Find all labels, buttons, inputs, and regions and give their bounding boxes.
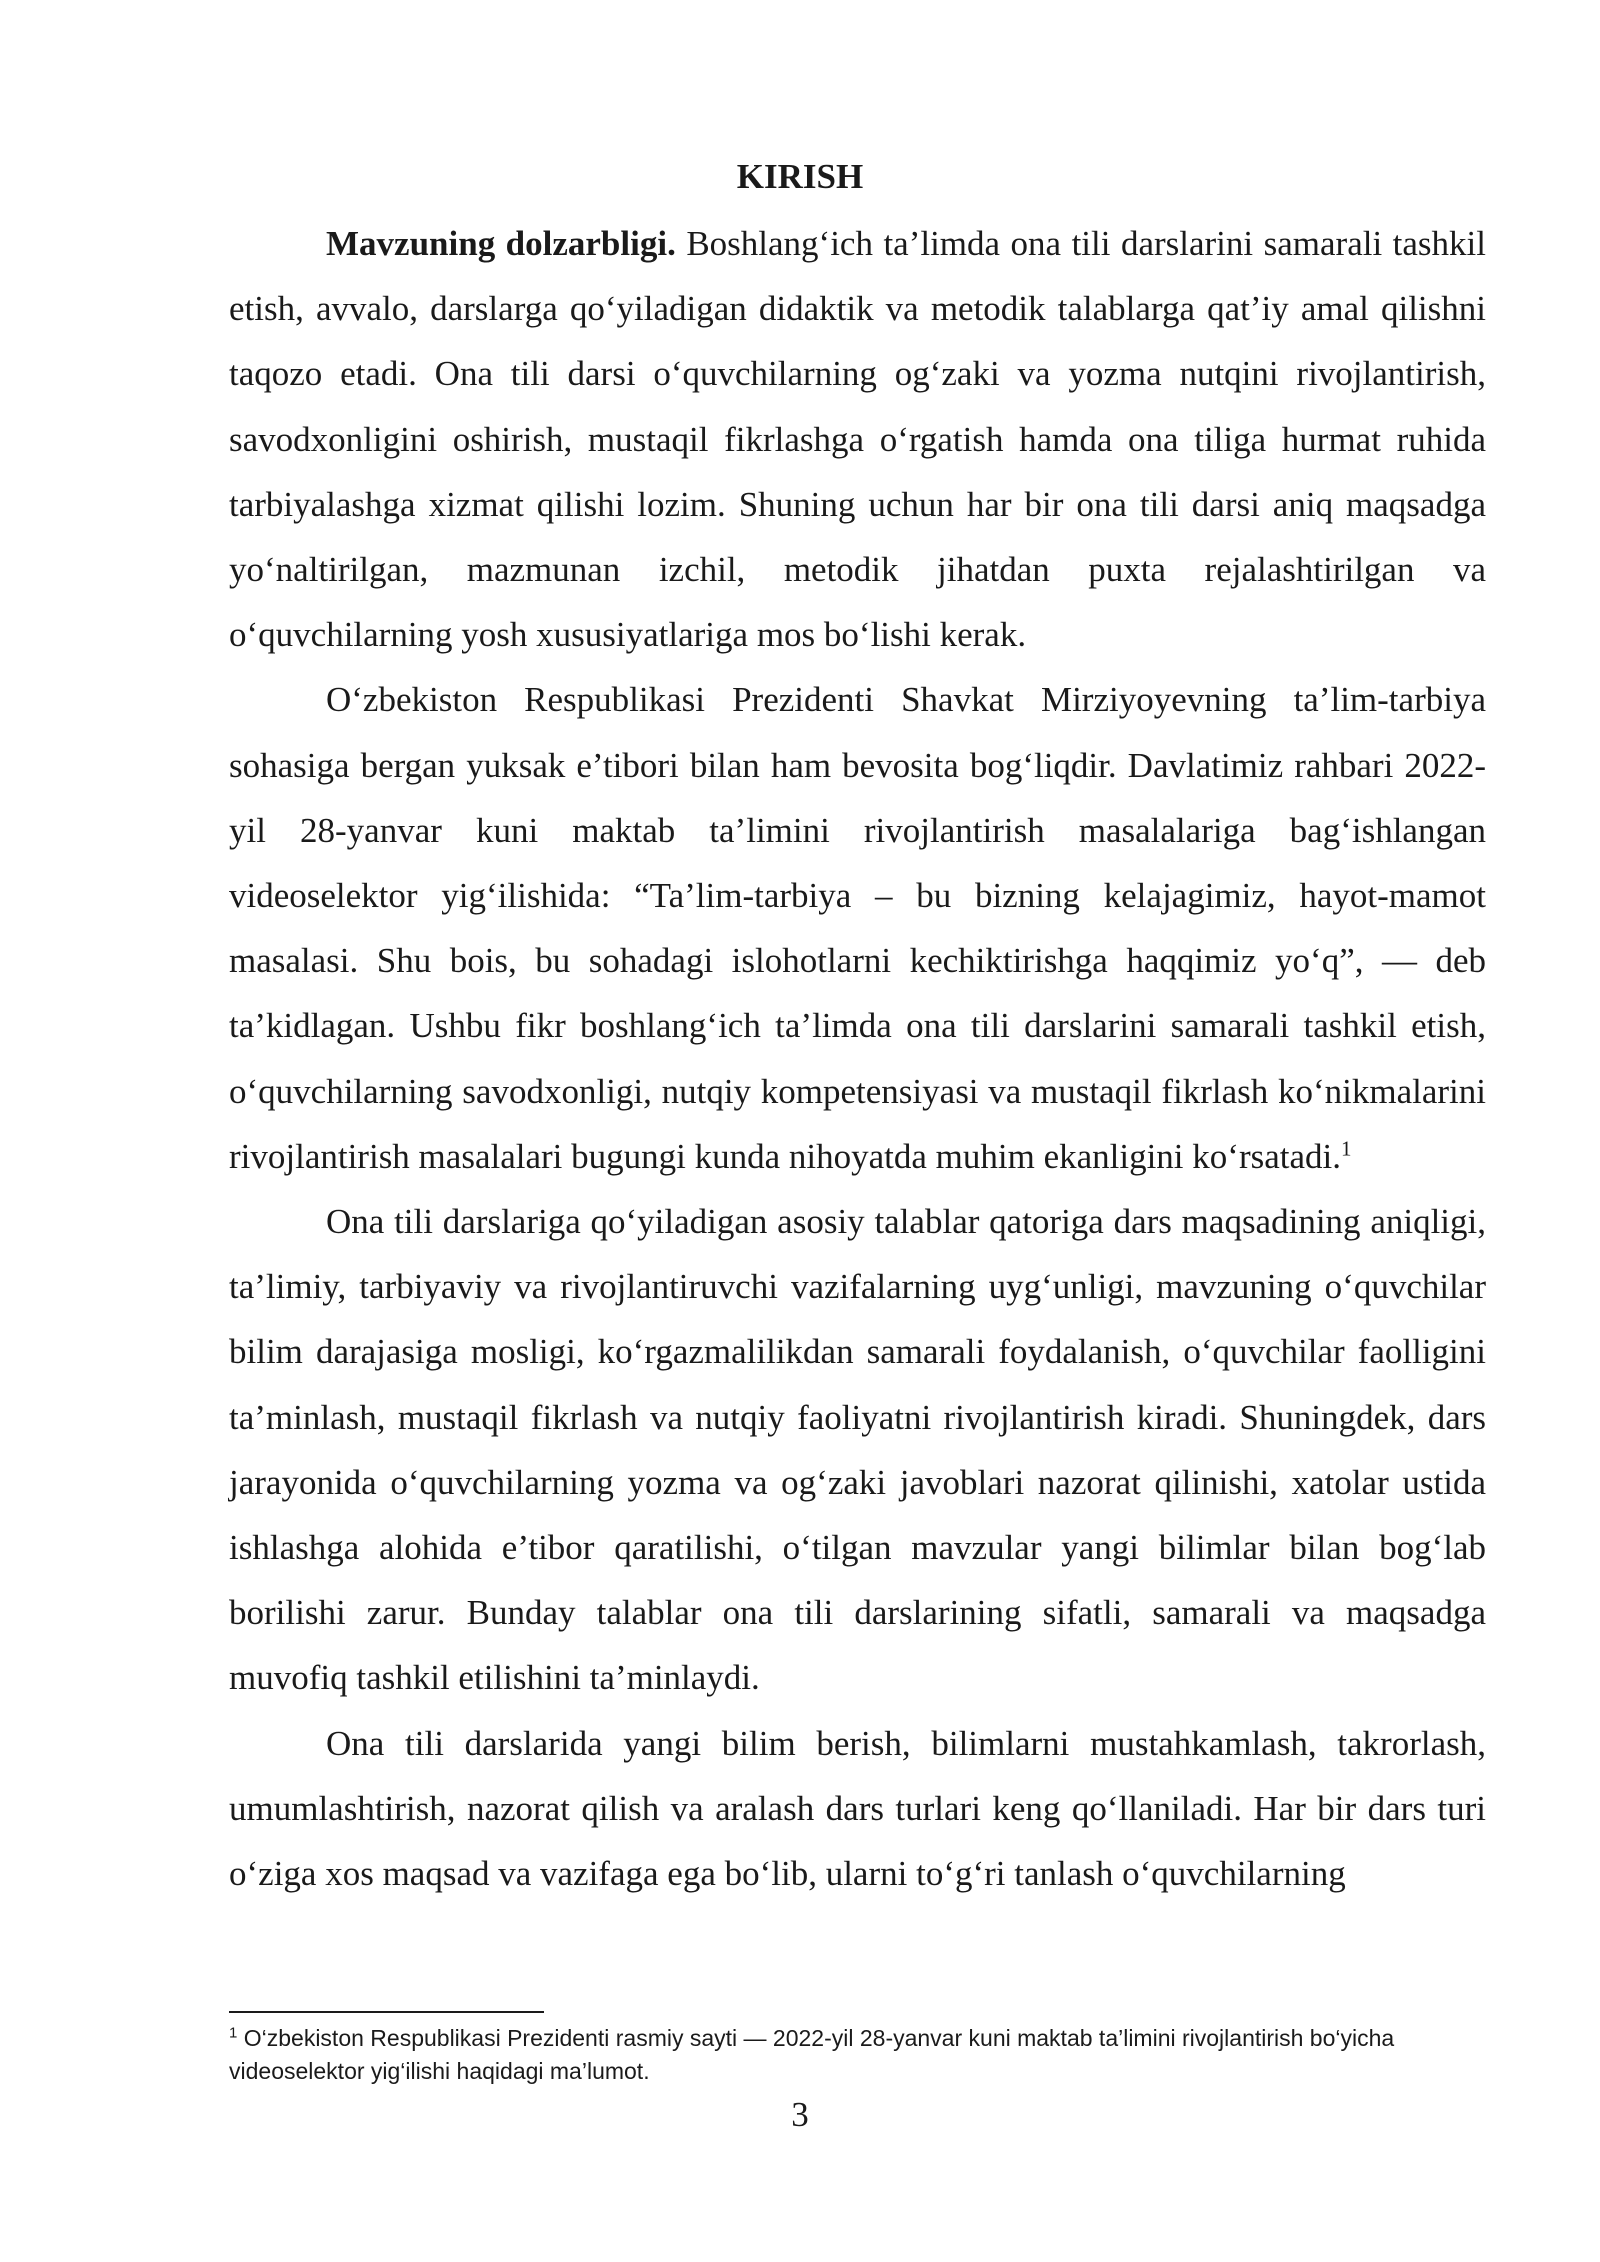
paragraph-text: Boshlang‘ich ta’limda ona tili darslarini samarali tashkil etish, avvalo, darslarga qo‘yiladigan didaktik va metodik talablarga qat’iy amal qilishni taqozo etadi. Ona tili darsi o‘quvchilarning og‘zaki va yozma nutqini rivojlantirish, savodxonligini oshirish, mustaqil fikrlashga o‘rgatish hamda ona tiliga hurmat ruhida tarbiyalashga xizmat qilishi lozim. Shuning uchun har bir ona tili darsi aniq maqsadga yo‘naltirilgan, mazmunan izchil, metodik jihatdan puxta rejalashtirilgan va o‘quvchilarning yosh xususiyatlariga mos bo‘lishi kerak. bbox=[229, 224, 1486, 655]
paragraph-lead: Mavzuning dolzarbligi. bbox=[326, 224, 676, 263]
page-number: 3 bbox=[791, 2095, 809, 2134]
paragraph-text: O‘zbekiston Respublikasi Prezidenti Shavkat Mirziyoyevning ta’lim-tarbiya sohasiga bergan yuksak e’tibori bilan ham bevosita bog‘liqdir. Davlatimiz rahbari 2022-yil 28-yanvar kuni maktab ta’limini rivojlantirish masalalariga bag‘ishlangan videoselektor yig‘ilishida: “Ta’lim-tarbiya – bu bizning kelajagimiz, hayot-mamot masalasi. Shu bois, bu sohadagi islohotlarni kechiktirishga haqqimiz yo‘q”, — deb ta’kidlagan. Ushbu fikr boshlang‘ich ta’limda ona tili darslarini samarali tashkil etish, o‘quvchilarning savodxonligi, nutqiy kompetensiyasi va mustaqil fikrlash ko‘nikmalarini rivojlantirish masalalari bugungi kunda nihoyatda muhim ekanligini ko‘rsatadi. bbox=[229, 680, 1486, 1176]
paragraph-3 bbox=[229, 1189, 1486, 1711]
page-title: KIRISH bbox=[736, 157, 864, 196]
paragraph-1 bbox=[229, 211, 1486, 667]
paragraph-text: Ona tili darslariga qo‘yiladigan asosiy talablar qatoriga dars maqsadining aniqligi, ta’limiy, tarbiyaviy va rivojlantiruvchi vazifalarning uyg‘unligi, mavzuning o‘quvchilar bilim darajasiga mosligi, ko‘rgazmalilikdan samarali foydalanish, o‘quvchilar faolligini ta’minlash, mustaqil fikrlash va nutqiy faoliyatni rivojlantirish kiradi. Shuningdek, dars jarayonida o‘quvchilarning yozma va og‘zaki javoblari nazorat qilinishi, xatolar ustida ishlashga alohida e’tibor qaratilishi, o‘tilgan mavzular yangi bilimlar bilan bog‘lab borilishi zarur. Bunday talablar ona tili darslarining sifatli, samarali va maqsadga muvofiq tashkil etilishini ta’minlaydi. bbox=[229, 1202, 1486, 1698]
footnote-marker: 1 bbox=[229, 2024, 238, 2042]
paragraph-text: Ona tili darslarida yangi bilim berish, bilimlarni mustahkamlash, takrorlash, umumlashtirish, nazorat qilish va aralash dars turlari keng qo‘llaniladi. Har bir dars turi o‘ziga xos maqsad va vazifaga ega bo‘lib, ularni to‘g‘ri tanlash o‘quvchilarning bbox=[229, 1723, 1486, 1894]
paragraph-4 bbox=[229, 1711, 1486, 1907]
footnote-reference[interactable]: 1 bbox=[1341, 1136, 1352, 1161]
footnote-separator bbox=[229, 2011, 544, 2013]
footnote-text: O‘zbekiston Respublikasi Prezidenti rasmiy sayti — 2022-yil 28-yanvar kuni maktab ta’limini rivojlantirish bo‘yicha videoselektor yig‘ilishi haqidagi ma’lumot. bbox=[229, 2025, 1395, 2084]
paragraph-2 bbox=[229, 667, 1486, 1189]
body-text bbox=[229, 211, 1486, 1906]
footnote bbox=[229, 2022, 1486, 2088]
